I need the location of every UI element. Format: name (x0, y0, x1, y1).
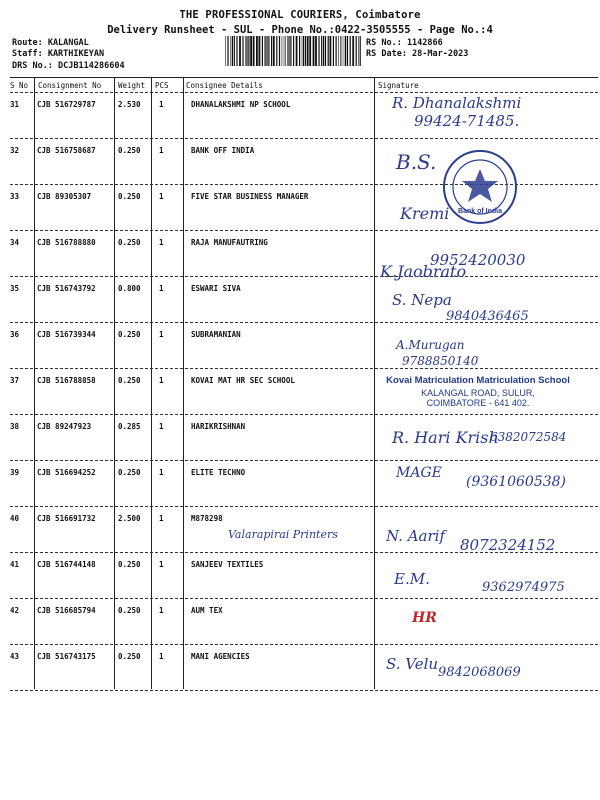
row-consignee: ESWARI SIVA (191, 284, 241, 293)
row-pcs: 1 (159, 652, 164, 661)
row-divider (10, 644, 598, 645)
row-sno: 38 (10, 422, 20, 431)
handwritten-phone: 6382072584 (490, 430, 567, 444)
row-consignee: ELITE TECHNO (191, 468, 246, 477)
row-weight: 2.500 (118, 514, 141, 523)
row-divider (10, 598, 598, 599)
row-weight: 0.250 (118, 238, 141, 247)
handwritten-phone: 99424-71485. (414, 112, 520, 130)
row-consignment-no: CJB 516685794 (37, 606, 96, 615)
row-sno: 33 (10, 192, 20, 201)
row-sno: 40 (10, 514, 20, 523)
handwritten-phone: 9842068069 (438, 665, 521, 680)
handwritten-phone: 9362974975 (482, 580, 565, 595)
school-address-stamp (378, 375, 578, 408)
row-consignment-no: CJB 516739344 (37, 330, 96, 339)
runsheet-title: THE PROFESSIONAL COURIERS, Coimbatore (179, 9, 421, 21)
col-header-consignee: Consignee Details (186, 81, 263, 90)
row-weight: 0.250 (118, 468, 141, 477)
row-divider (10, 368, 598, 369)
row-consignee: KOVAI MAT HR SEC SCHOOL (191, 376, 295, 385)
row-divider (10, 690, 598, 691)
header-top-rule (10, 77, 598, 78)
row-consignment-no: CJB 516744148 (37, 560, 96, 569)
row-weight: 0.250 (118, 146, 141, 155)
row-consignment-no: CJB 516729787 (37, 100, 96, 109)
row-consignee: FIVE STAR BUSINESS MANAGER (191, 192, 309, 201)
row-sno: 35 (10, 284, 20, 293)
row-consignee: M878298 (191, 514, 223, 523)
barcode (223, 36, 363, 66)
row-sno: 37 (10, 376, 20, 385)
col-header-weight: Weight (118, 81, 146, 90)
row-pcs: 1 (159, 560, 164, 569)
handwritten-phone: 8072324152 (460, 536, 556, 554)
handwritten-phone: 9840436465 (446, 309, 529, 324)
handwritten-signature: R. Dhanalakshmi (392, 94, 522, 112)
row-consignment-no: CJB 516694252 (37, 468, 96, 477)
row-consignee: AUM TEX (191, 606, 223, 615)
col-header-pcs: PCS (155, 81, 169, 90)
handwritten-signature: S. Nepa (392, 291, 452, 309)
handwritten-signature: Kremi (400, 204, 450, 223)
bank-seal (440, 147, 520, 227)
row-pcs: 1 (159, 376, 164, 385)
handwritten-signature: A.Murugan (396, 338, 465, 352)
row-consignment-no: CJB 516788858 (37, 376, 96, 385)
handwritten-signature: R. Hari Krish (392, 428, 499, 447)
row-divider (10, 506, 598, 507)
handwritten-phone: (9361060538) (466, 474, 566, 490)
drs-text: DRS No.: DCJB114286604 (12, 61, 125, 71)
row-consignment-no: CJB 516691732 (37, 514, 96, 523)
row-divider (10, 230, 598, 231)
row-consignee: BANK OFF INDIA (191, 146, 255, 155)
row-sno: 32 (10, 146, 20, 155)
row-divider (10, 414, 598, 415)
rs-no-text: RS No.: 1142866 (366, 38, 443, 48)
row-pcs: 1 (159, 192, 164, 201)
col-header-signature: Signature (378, 81, 419, 90)
handwritten-signature: S. Velu (386, 655, 439, 673)
handwritten-signature: N. Aarif (386, 527, 445, 545)
row-consignment-no: CJB 89247923 (37, 422, 92, 431)
row-pcs: 1 (159, 284, 164, 293)
row-sno: 34 (10, 238, 20, 247)
row-divider (10, 138, 598, 139)
row-sno: 43 (10, 652, 20, 661)
row-sno: 36 (10, 330, 20, 339)
handwritten-note: Valarapirai Printers (228, 528, 338, 541)
row-consignee: RAJA MANUFAUTRING (191, 238, 268, 247)
row-divider (10, 460, 598, 461)
row-pcs: 1 (159, 422, 164, 431)
handwritten-phone: 9788850140 (402, 354, 479, 368)
row-divider (10, 276, 598, 277)
row-pcs: 1 (159, 100, 164, 109)
row-consignee: MANI AGENCIES (191, 652, 250, 661)
row-pcs: 1 (159, 468, 164, 477)
handwritten-signature: K.Jaobrato (380, 262, 467, 281)
row-weight: 2.530 (118, 100, 141, 109)
row-consignment-no: CJB 516743175 (37, 652, 96, 661)
row-consignee: SUBRAMANIAN (191, 330, 241, 339)
handwritten-signature: MAGE (396, 465, 442, 481)
school-name: Kovai Matriculation Matriculation School (386, 375, 570, 386)
bank-seal-text: Bank of India (458, 208, 502, 215)
runsheet-subtitle: Delivery Runsheet - SUL - Phone No.:0422-3505555 - Page No.:4 (107, 24, 493, 36)
handwritten-mark: HR (412, 610, 437, 626)
route-text: Route: KALANGAL (12, 38, 89, 48)
staff-text: Staff: KARTHIKEYAN (12, 49, 105, 59)
row-weight: 0.285 (118, 422, 141, 431)
handwritten-signature: B.S. (396, 150, 437, 174)
row-consignment-no: CJB 516743792 (37, 284, 96, 293)
row-weight: 0.250 (118, 652, 141, 661)
row-weight: 0.800 (118, 284, 141, 293)
col-header-consignment: Consignment No (38, 81, 102, 90)
row-weight: 0.250 (118, 330, 141, 339)
school-address-line1: KALANGAL ROAD, SULUR, (421, 388, 535, 398)
row-consignee: SANJEEV TEXTILES (191, 560, 264, 569)
col-header-sno: S No (10, 81, 29, 90)
row-sno: 31 (10, 100, 20, 109)
row-pcs: 1 (159, 330, 164, 339)
school-address-line2: COIMBATORE - 641 402. (426, 398, 530, 408)
row-sno: 39 (10, 468, 20, 477)
header-bottom-rule (10, 92, 598, 93)
row-consignee: DHANALAKSHMI NP SCHOOL (191, 100, 291, 109)
handwritten-signature: E.M. (394, 570, 430, 588)
row-consignment-no: CJB 89305307 (37, 192, 92, 201)
row-weight: 0.250 (118, 192, 141, 201)
row-sno: 41 (10, 560, 20, 569)
row-pcs: 1 (159, 606, 164, 615)
row-weight: 0.250 (118, 376, 141, 385)
handwritten-phone: 9952420030 (430, 251, 526, 269)
row-consignment-no: CJB 516788880 (37, 238, 96, 247)
row-consignee: HARIKRISHNAN (191, 422, 246, 431)
row-sno: 42 (10, 606, 20, 615)
row-weight: 0.250 (118, 560, 141, 569)
row-pcs: 1 (159, 238, 164, 247)
row-pcs: 1 (159, 146, 164, 155)
row-pcs: 1 (159, 514, 164, 523)
row-consignment-no: CJB 516758687 (37, 146, 96, 155)
row-weight: 0.250 (118, 606, 141, 615)
rs-date-text: RS Date: 28-Mar-2023 (366, 49, 469, 59)
